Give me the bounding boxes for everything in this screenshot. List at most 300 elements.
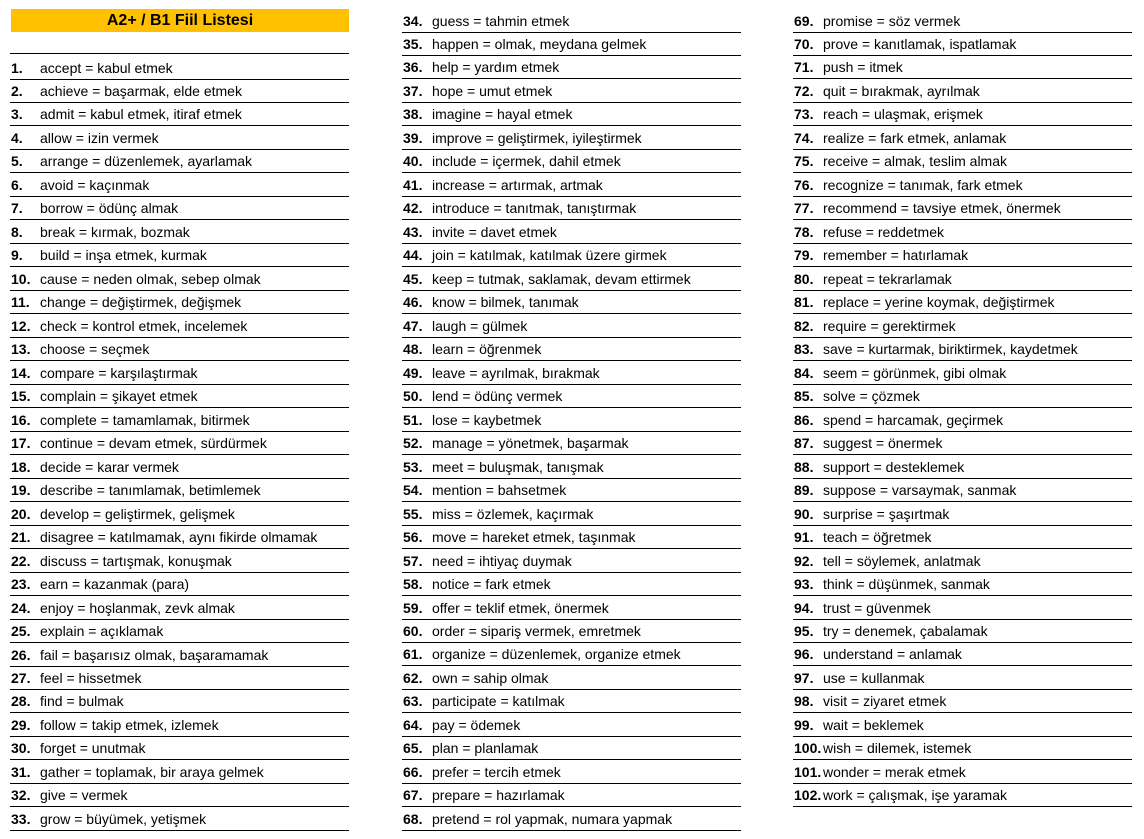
verb-row (10, 808, 349, 831)
verb-translation: seem = görünmek, gibi olmak (823, 364, 1007, 381)
verb-row (402, 667, 741, 690)
verb-row (10, 409, 349, 432)
verb-row (793, 10, 1132, 33)
verb-row (793, 432, 1132, 455)
verb-number: 86. (794, 411, 814, 428)
verb-number: 8. (11, 223, 23, 240)
verb-row (10, 127, 349, 150)
verb-number: 92. (794, 552, 814, 569)
verb-row (402, 643, 741, 666)
verb-row (10, 221, 349, 244)
verb-number: 94. (794, 599, 814, 616)
verb-row (793, 597, 1132, 620)
verb-translation: keep = tutmak, saklamak, devam ettirmek (432, 270, 691, 287)
verb-number: 60. (403, 622, 423, 639)
verb-row (793, 127, 1132, 150)
verb-translation: wish = dilemek, istemek (823, 740, 972, 757)
verb-row (10, 103, 349, 126)
verb-row (10, 737, 349, 760)
verb-number: 28. (11, 693, 31, 710)
verb-translation: improve = geliştirmek, iyileştirmek (432, 129, 642, 146)
verb-number: 15. (11, 388, 31, 405)
verb-translation: participate = katılmak (432, 693, 565, 710)
verb-translation: pretend = rol yapmak, numara yapmak (432, 810, 673, 827)
verb-number: 61. (403, 646, 423, 663)
verb-translation: decide = karar vermek (40, 458, 179, 475)
verb-translation: solve = çözmek (823, 388, 920, 405)
verb-number: 50. (403, 388, 423, 405)
verb-translation: try = denemek, çabalamak (823, 622, 988, 639)
verb-row (402, 620, 741, 643)
verb-translation: explain = açıklamak (40, 623, 164, 640)
verb-row (402, 315, 741, 338)
verb-number: 80. (794, 270, 814, 287)
verb-number: 54. (403, 482, 423, 499)
verb-translation: promise = söz vermek (823, 12, 961, 29)
verb-row (10, 57, 349, 80)
verb-translation: trust = güvenmek (823, 599, 931, 616)
verb-row (402, 33, 741, 56)
verb-number: 101. (794, 763, 822, 780)
verb-row (793, 338, 1132, 361)
verb-number: 89. (794, 482, 814, 499)
verb-column-2 (402, 0, 741, 839)
verb-number: 73. (794, 106, 814, 123)
verb-number: 30. (11, 740, 31, 757)
verb-row (793, 268, 1132, 291)
verb-column-1 (10, 0, 349, 839)
verb-translation: use = kullanmak (823, 669, 925, 686)
verb-number: 55. (403, 505, 423, 522)
verb-number: 58. (403, 576, 423, 593)
verb-row (402, 409, 741, 432)
verb-translation: achieve = başarmak, elde etmek (40, 82, 242, 99)
verb-row (793, 174, 1132, 197)
verb-row (402, 550, 741, 573)
verb-row (402, 385, 741, 408)
verb-number: 93. (794, 576, 814, 593)
verb-row (10, 80, 349, 103)
verb-number: 98. (794, 693, 814, 710)
verb-row (10, 526, 349, 549)
verb-row (402, 10, 741, 33)
verb-translation: allow = izin vermek (40, 129, 159, 146)
verb-number: 72. (794, 82, 814, 99)
verb-number: 102. (794, 787, 822, 804)
verb-row (793, 409, 1132, 432)
verb-number: 38. (403, 106, 423, 123)
verb-number: 13. (11, 341, 31, 358)
verb-translation: continue = devam etmek, sürdürmek (40, 435, 267, 452)
verb-translation: join = katılmak, katılmak üzere girmek (432, 247, 667, 264)
verb-number: 22. (11, 552, 31, 569)
verb-translation: plan = planlamak (432, 740, 539, 757)
verb-row (793, 197, 1132, 220)
verb-row (402, 103, 741, 126)
verb-row (793, 784, 1132, 807)
verb-translation: wait = beklemek (823, 716, 924, 733)
verb-row (793, 479, 1132, 502)
verb-translation: accept = kabul etmek (40, 59, 173, 76)
verb-translation: realize = fark etmek, anlamak (823, 129, 1007, 146)
verb-row (402, 432, 741, 455)
verb-row (793, 244, 1132, 267)
verb-number: 44. (403, 247, 423, 264)
verb-number: 43. (403, 223, 423, 240)
verb-translation: mention = bahsetmek (432, 482, 567, 499)
verb-number: 79. (794, 247, 814, 264)
verb-translation: meet = buluşmak, tanışmak (432, 458, 604, 475)
verb-row (10, 244, 349, 267)
verb-number: 48. (403, 341, 423, 358)
verb-translation: disagree = katılmamak, aynı fikirde olmamak (40, 529, 318, 546)
verb-translation: remember = hatırlamak (823, 247, 969, 264)
verb-translation: find = bulmak (40, 693, 124, 710)
verb-number: 27. (11, 669, 31, 686)
verb-row (10, 174, 349, 197)
verb-translation: spend = harcamak, geçirmek (823, 411, 1004, 428)
verb-row (402, 127, 741, 150)
verb-translation: teach = öğretmek (823, 529, 932, 546)
verb-translation: tell = söylemek, anlatmak (823, 552, 981, 569)
verb-row (402, 150, 741, 173)
verb-number: 21. (11, 529, 31, 546)
verb-row (10, 362, 349, 385)
verb-translation: lose = kaybetmek (432, 411, 542, 428)
verb-number: 66. (403, 763, 423, 780)
verb-number: 3. (11, 106, 23, 123)
verb-row (793, 385, 1132, 408)
verb-number: 23. (11, 576, 31, 593)
verb-row (793, 550, 1132, 573)
verb-number: 31. (11, 763, 31, 780)
verb-column-3 (793, 0, 1132, 839)
verb-translation: understand = anlamak (823, 646, 962, 663)
verb-translation: admit = kabul etmek, itiraf etmek (40, 106, 242, 123)
verb-translation: help = yardım etmek (432, 59, 560, 76)
verb-number: 64. (403, 716, 423, 733)
verb-row (793, 291, 1132, 314)
verb-number: 76. (794, 176, 814, 193)
verb-row (402, 268, 741, 291)
verb-row (793, 761, 1132, 784)
verb-number: 49. (403, 364, 423, 381)
verb-row (10, 456, 349, 479)
verb-row (10, 667, 349, 690)
verb-number: 63. (403, 693, 423, 710)
verb-translation: lend = ödünç vermek (432, 388, 563, 405)
verb-row (402, 479, 741, 502)
verb-number: 26. (11, 646, 31, 663)
verb-row (10, 479, 349, 502)
verb-translation: build = inşa etmek, kurmak (40, 247, 207, 264)
verb-row (10, 315, 349, 338)
verb-translation: prefer = tercih etmek (432, 763, 561, 780)
verb-row (10, 197, 349, 220)
verb-number: 84. (794, 364, 814, 381)
verb-translation: require = gerektirmek (823, 317, 956, 334)
verb-row (10, 550, 349, 573)
verb-number: 37. (403, 82, 423, 99)
verb-row (10, 268, 349, 291)
verb-translation: describe = tanımlamak, betimlemek (40, 482, 261, 499)
verb-translation: imagine = hayal etmek (432, 106, 573, 123)
verb-number: 56. (403, 529, 423, 546)
verb-number: 11. (11, 294, 30, 311)
verb-translation: quit = bırakmak, ayrılmak (823, 82, 980, 99)
verb-number: 90. (794, 505, 814, 522)
verb-translation: pay = ödemek (432, 716, 521, 733)
verb-number: 4. (11, 129, 23, 146)
verb-row (402, 526, 741, 549)
verb-translation: suggest = önermek (823, 435, 943, 452)
verb-number: 33. (11, 810, 31, 827)
verb-number: 25. (11, 623, 31, 640)
verb-row (793, 620, 1132, 643)
verb-translation: replace = yerine koymak, değiştirmek (823, 294, 1055, 311)
verb-number: 100. (794, 740, 822, 757)
verb-translation: manage = yönetmek, başarmak (432, 435, 629, 452)
verb-translation: save = kurtarmak, biriktirmek, kaydetmek (823, 341, 1078, 358)
verb-translation: support = desteklemek (823, 458, 965, 475)
verb-translation: include = içermek, dahil etmek (432, 153, 621, 170)
verb-translation: reach = ulaşmak, erişmek (823, 106, 983, 123)
verb-translation: laugh = gülmek (432, 317, 528, 334)
verb-row (10, 690, 349, 713)
verb-number: 65. (403, 740, 423, 757)
verb-number: 29. (11, 716, 31, 733)
verb-translation: break = kırmak, bozmak (40, 223, 190, 240)
verb-number: 6. (11, 176, 23, 193)
verb-row (793, 315, 1132, 338)
verb-row (10, 291, 349, 314)
verb-row (10, 150, 349, 173)
verb-translation: hope = umut etmek (432, 82, 553, 99)
verb-row (10, 644, 349, 667)
verb-translation: know = bilmek, tanımak (432, 294, 579, 311)
verb-translation: suppose = varsaymak, sanmak (823, 482, 1017, 499)
verb-number: 53. (403, 458, 423, 475)
verb-number: 7. (11, 200, 23, 217)
verb-row (402, 456, 741, 479)
verb-row (793, 690, 1132, 713)
verb-translation: enjoy = hoşlanmak, zevk almak (40, 599, 235, 616)
verb-number: 97. (794, 669, 814, 686)
verb-translation: refuse = reddetmek (823, 223, 945, 240)
verb-translation: grow = büyümek, yetişmek (40, 810, 207, 827)
verb-number: 70. (794, 35, 814, 52)
verb-translation: wonder = merak etmek (823, 763, 966, 780)
verb-translation: complain = şikayet etmek (40, 388, 198, 405)
verb-number: 85. (794, 388, 814, 405)
verb-translation: change = değiştirmek, değişmek (40, 294, 242, 311)
verb-row (793, 456, 1132, 479)
verb-number: 68. (403, 810, 423, 827)
verb-translation: fail = başarısız olmak, başaramamak (40, 646, 269, 663)
verb-row (10, 503, 349, 526)
verb-number: 81. (794, 294, 814, 311)
verb-row (402, 338, 741, 361)
page-title: A2+ / B1 Fiil Listesi (11, 9, 349, 32)
verb-number: 32. (11, 787, 31, 804)
verb-number: 91. (794, 529, 814, 546)
verb-row (402, 761, 741, 784)
verb-translation: invite = davet etmek (432, 223, 557, 240)
verb-row (402, 291, 741, 314)
verb-translation: visit = ziyaret etmek (823, 693, 947, 710)
verb-translation: surprise = şaşırtmak (823, 505, 950, 522)
verb-row (793, 56, 1132, 79)
verb-translation: avoid = kaçınmak (40, 176, 150, 193)
verb-row (793, 667, 1132, 690)
verb-row (793, 80, 1132, 103)
verb-number: 62. (403, 669, 423, 686)
verb-row (793, 221, 1132, 244)
verb-row (793, 526, 1132, 549)
verb-row (793, 103, 1132, 126)
verb-translation: prove = kanıtlamak, ispatlamak (823, 35, 1017, 52)
verb-number: 19. (11, 482, 31, 499)
verb-translation: leave = ayrılmak, bırakmak (432, 364, 600, 381)
verb-translation: recommend = tavsiye etmek, önermek (823, 200, 1061, 217)
verb-number: 2. (11, 82, 23, 99)
verb-row (402, 221, 741, 244)
verb-number: 78. (794, 223, 814, 240)
verb-row (402, 737, 741, 760)
verb-translation: choose = seçmek (40, 341, 150, 358)
verb-translation: feel = hissetmek (40, 669, 142, 686)
verb-translation: earn = kazanmak (para) (40, 576, 190, 593)
verb-translation: offer = teklif etmek, önermek (432, 599, 609, 616)
verb-translation: complete = tamamlamak, bitirmek (40, 411, 250, 428)
verb-translation: move = hareket etmek, taşınmak (432, 529, 636, 546)
verb-row (402, 714, 741, 737)
verb-row (10, 597, 349, 620)
verb-number: 75. (794, 153, 814, 170)
verb-row (402, 80, 741, 103)
verb-row (10, 432, 349, 455)
verb-number: 74. (794, 129, 814, 146)
verb-translation: recognize = tanımak, fark etmek (823, 176, 1023, 193)
verb-row (402, 597, 741, 620)
verb-row (793, 503, 1132, 526)
verb-number: 83. (794, 341, 814, 358)
verb-number: 51. (403, 411, 423, 428)
verb-translation: happen = olmak, meydana gelmek (432, 35, 647, 52)
verb-number: 14. (11, 364, 31, 381)
verb-translation: work = çalışmak, işe yaramak (823, 787, 1007, 804)
verb-number: 40. (403, 153, 423, 170)
verb-translation: learn = öğrenmek (432, 341, 542, 358)
verb-translation: compare = karşılaştırmak (40, 364, 198, 381)
verb-number: 52. (403, 435, 423, 452)
verb-translation: think = düşünmek, sanmak (823, 576, 990, 593)
verb-number: 5. (11, 153, 23, 170)
verb-number: 41. (403, 176, 423, 193)
verb-row (10, 573, 349, 596)
verb-translation: guess = tahmin etmek (432, 12, 570, 29)
verb-number: 1. (11, 59, 23, 76)
verb-number: 20. (11, 505, 31, 522)
verb-row (793, 643, 1132, 666)
verb-translation: increase = artırmak, artmak (432, 176, 603, 193)
verb-row (10, 338, 349, 361)
verb-translation: forget = unutmak (40, 740, 146, 757)
verb-number: 47. (403, 317, 423, 334)
verb-number: 71. (794, 59, 814, 76)
verb-number: 9. (11, 247, 23, 264)
verb-translation: organize = düzenlemek, organize etmek (432, 646, 681, 663)
verb-row (793, 33, 1132, 56)
verb-row (793, 737, 1132, 760)
verb-number: 18. (11, 458, 31, 475)
verb-number: 34. (403, 12, 423, 29)
verb-row (10, 385, 349, 408)
verb-number: 45. (403, 270, 423, 287)
verb-translation: order = sipariş vermek, emretmek (432, 622, 641, 639)
verb-row (402, 808, 741, 831)
verb-number: 67. (403, 787, 423, 804)
verb-number: 17. (11, 435, 31, 452)
verb-translation: borrow = ödünç almak (40, 200, 179, 217)
header-spacer-row (10, 30, 349, 54)
verb-row (402, 573, 741, 596)
verb-number: 39. (403, 129, 423, 146)
verb-row (402, 362, 741, 385)
verb-number: 99. (794, 716, 814, 733)
verb-translation: follow = takip etmek, izlemek (40, 716, 219, 733)
verb-row (793, 573, 1132, 596)
verb-translation: discuss = tartışmak, konuşmak (40, 552, 232, 569)
verb-row (402, 174, 741, 197)
verb-row (10, 714, 349, 737)
verb-row (793, 714, 1132, 737)
verb-row (402, 244, 741, 267)
verb-row (10, 784, 349, 807)
verb-translation: develop = geliştirmek, gelişmek (40, 505, 235, 522)
verb-translation: own = sahip olmak (432, 669, 549, 686)
verb-translation: cause = neden olmak, sebep olmak (40, 270, 261, 287)
verb-row (10, 761, 349, 784)
verb-row (10, 620, 349, 643)
verb-number: 95. (794, 622, 814, 639)
verb-number: 88. (794, 458, 814, 475)
verb-translation: notice = fark etmek (432, 576, 551, 593)
verb-translation: miss = özlemek, kaçırmak (432, 505, 594, 522)
verb-number: 36. (403, 59, 423, 76)
verb-number: 57. (403, 552, 423, 569)
verb-number: 96. (794, 646, 814, 663)
verb-row (402, 784, 741, 807)
verb-number: 82. (794, 317, 814, 334)
verb-row (402, 56, 741, 79)
verb-translation: repeat = tekrarlamak (823, 270, 952, 287)
verb-translation: push = itmek (823, 59, 903, 76)
verb-row (402, 197, 741, 220)
verb-translation: introduce = tanıtmak, tanıştırmak (432, 200, 637, 217)
verb-number: 59. (403, 599, 423, 616)
verb-number: 69. (794, 12, 814, 29)
verb-translation: need = ihtiyaç duymak (432, 552, 572, 569)
verb-translation: gather = toplamak, bir araya gelmek (40, 763, 264, 780)
verb-translation: arrange = düzenlemek, ayarlamak (40, 153, 253, 170)
verb-number: 10. (11, 270, 31, 287)
verb-number: 12. (11, 317, 31, 334)
verb-translation: receive = almak, teslim almak (823, 153, 1008, 170)
verb-row (402, 503, 741, 526)
verb-number: 16. (11, 411, 31, 428)
verb-translation: prepare = hazırlamak (432, 787, 565, 804)
